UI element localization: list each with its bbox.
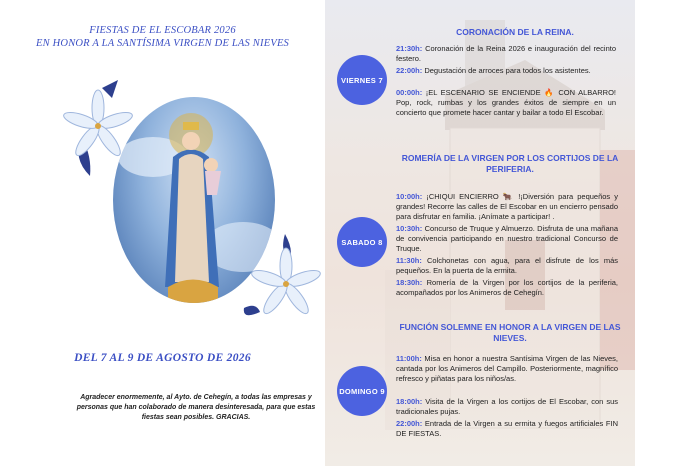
- event-item: 10:00h: ¡CHIQUI ENCIERRO 🐂 !¡Diversión para pequeños y grandes! Recorre las calles de El Escobar en un encierro pensado para disfrutar en familia. ¡Anímate a participar! .: [396, 192, 618, 221]
- event-item: 18:00h: Visita de la Virgen a los cortijos de El Escobar, con sus tradicionales pujas.: [396, 397, 618, 416]
- event-item: 22:00h: Degustación de arroces para todos los asistentes.: [396, 66, 591, 75]
- festival-subtitle: EN HONOR A LA SANTÍSIMA VIRGEN DE LAS NIEVES: [35, 38, 290, 49]
- thanks-note: Agradecer enormemente, al Ayto. de Cehegín, a todas las empresas y personas que han colaborado de manera desinteresada, para que estas fiestas sean posibles. GRACIAS.: [76, 394, 316, 421]
- section-heading-viernes: CORONACIÓN DE LA REINA.: [456, 27, 574, 37]
- festival-title: FIESTAS DE EL ESCOBAR 2026: [89, 25, 236, 36]
- event-item: 00:00h: ¡EL ESCENARIO SE ENCIENDE 🔥 CON ALBARRO! Pop, rock, rumbas y los grandes éxitos de siempre en un concierto que promete hacer cantar y bailar a todo El Escobar.: [396, 88, 616, 117]
- day-badge-viernes: VIERNES 7: [337, 55, 387, 105]
- event-item: 11:00h: Misa en honor a nuestra Santísima Virgen de las Nieves, cantada por los Animeros del Campillo. Posteriormente, magnífico refresco y piñatas para los niños/as.: [396, 354, 618, 383]
- event-item: 18:30h: Romería de la Virgen por los cortijos de la periferia, acompañados por los Animeros de Cehegín.: [396, 278, 618, 297]
- event-item: 11:30h: Colchonetas con agua, para el disfrute de los más pequeños. En la puerta de la ermita.: [396, 256, 618, 275]
- page-margin: [635, 0, 700, 466]
- event-item: 10:30h: Concurso de Truque y Almuerzo. Disfruta de una mañana de convivencia participando en nuestro tradicional Concurso de Truque.: [396, 224, 618, 253]
- section-heading-domingo: FUNCIÓN SOLEMNE EN HONOR A LA VIRGEN DE LAS NIEVES.: [399, 322, 621, 343]
- day-badge-domingo: DOMINGO 9: [337, 366, 387, 416]
- left-panel: [0, 0, 325, 466]
- day-badge-sabado: SABADO 8: [337, 217, 387, 267]
- virgin-image: [113, 97, 275, 303]
- event-dates: DEL 7 AL 9 DE AGOSTO DE 2026: [74, 352, 251, 364]
- event-item: 21:30h: Coronación de la Reina 2026 e inauguración del recinto festero.: [396, 44, 616, 63]
- section-heading-sabado: ROMERÍA DE LA VIRGEN POR LOS CORTIJOS DE LA PERIFERIA.: [401, 153, 619, 174]
- event-item: 22:00h: Entrada de la Virgen a su ermita y fuegos artificiales FIN DE FIESTAS.: [396, 419, 618, 438]
